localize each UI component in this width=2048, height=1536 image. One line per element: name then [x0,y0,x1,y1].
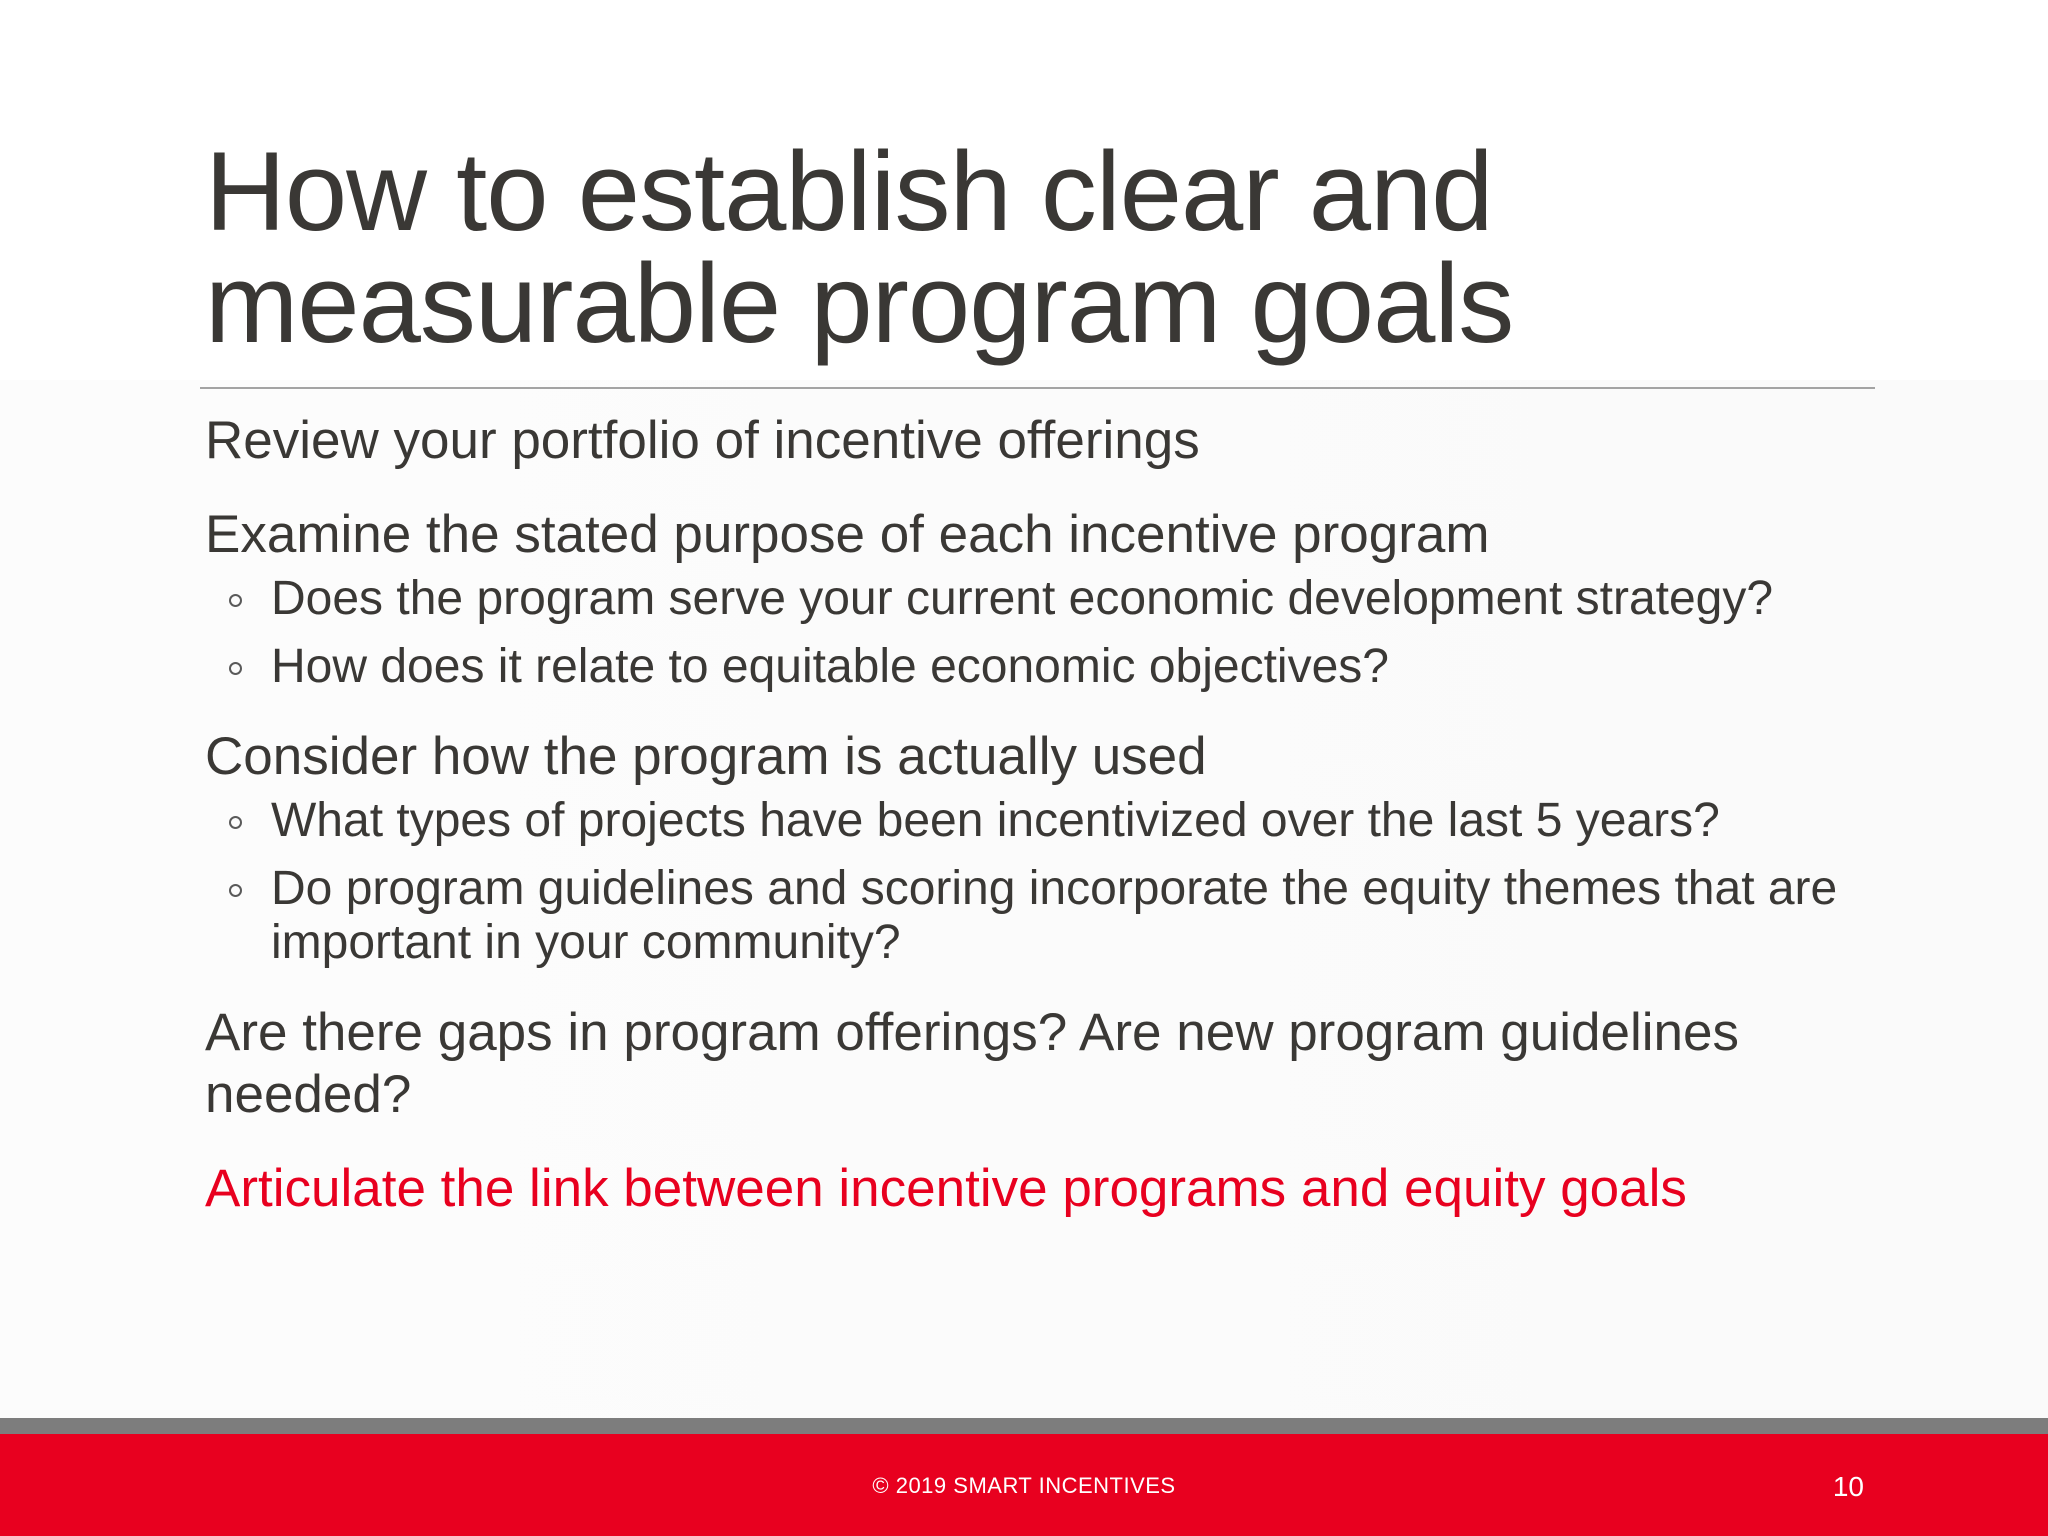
sub-point-text: How does it relate to equitable economic objectives? [271,640,1389,693]
circle-bullet-icon [229,816,242,829]
sub-point-text: Do program guidelines and scoring incorporate the equity themes that are important in your community? [271,862,1838,969]
circle-bullet-icon [229,884,242,897]
point-consider-usage: Consider how the program is actually used [205,727,1207,786]
slide-title [205,129,1905,366]
circle-bullet-icon [229,594,242,607]
slide-body [205,410,1885,1220]
title-line-1: How to establish clear and [205,129,1493,254]
sub-point [205,794,1885,848]
page-number: 10 [1832,1471,1864,1502]
sub-point-text: Does the program serve your current economic development strategy? [271,572,1774,625]
sub-point [205,640,1885,694]
sub-point [205,572,1885,626]
point-program-gaps: Are there gaps in program offerings? Are new program guidelines needed? [205,1003,1739,1124]
footer-copyright: © 2019 SMART INCENTIVES [872,1473,1176,1498]
title-line-2: measurable program goals [205,241,1514,366]
footer-gray-band [0,1418,2048,1434]
sub-point [205,862,1885,970]
point-articulate-link: Articulate the link between incentive programs and equity goals [205,1159,1687,1218]
point-review-portfolio: Review your portfolio of incentive offerings [205,411,1200,470]
title-divider [200,387,1875,389]
point-examine-purpose: Examine the stated purpose of each incentive program [205,505,1490,564]
circle-bullet-icon [229,662,242,675]
sub-point-text: What types of projects have been incentivized over the last 5 years? [271,794,1720,847]
